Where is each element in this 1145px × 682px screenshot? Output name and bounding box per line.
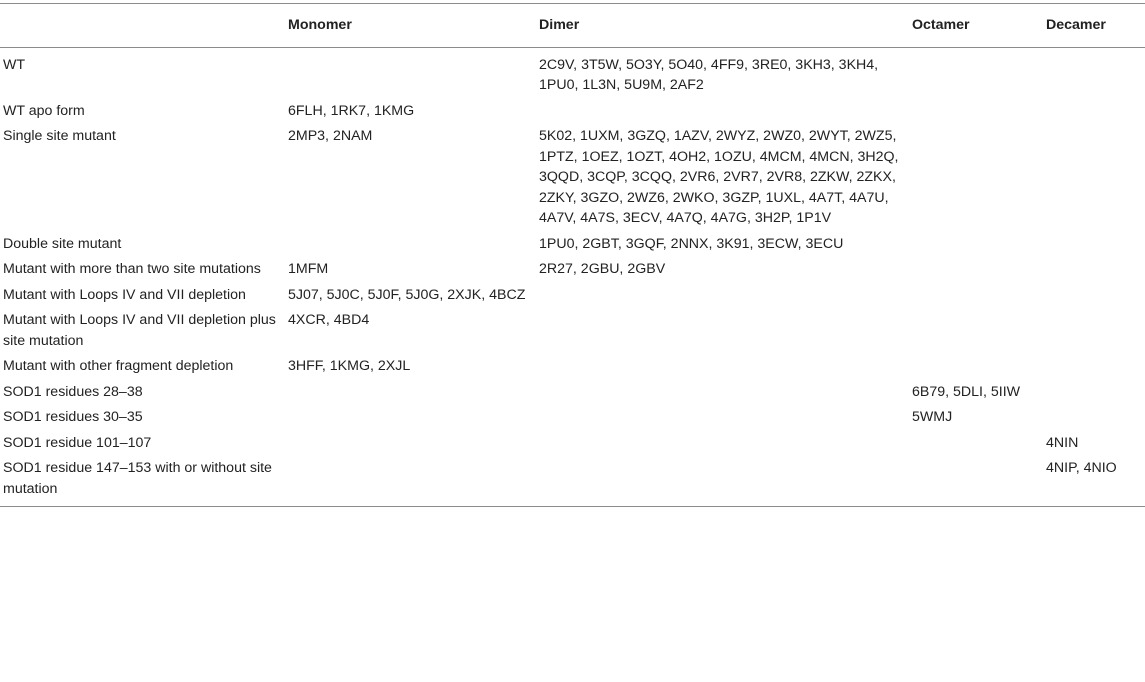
decamer-cell [1043, 283, 1145, 309]
row-label: Single site mutant [3, 128, 116, 144]
table-row [0, 431, 1145, 457]
monomer-cell [285, 380, 536, 406]
header-monomer: Monomer [288, 17, 352, 33]
dimer-cell [536, 308, 909, 354]
monomer-cell: 2MP3, 2NAM [288, 128, 373, 144]
octamer-cell [909, 232, 1043, 258]
header-category [0, 4, 285, 48]
row-label: Mutant with more than two site mutations [3, 261, 261, 277]
decamer-cell [1043, 47, 1145, 99]
monomer-cell [285, 431, 536, 457]
monomer-cell: 4XCR, 4BD4 [288, 312, 370, 328]
decamer-cell [1043, 405, 1145, 431]
dimer-cell [536, 405, 909, 431]
dimer-cell: 5K02, 1UXM, 3GZQ, 1AZV, 2WYZ, 2WZ0, 2WYT, 2WZ5, 1PTZ, 1OEZ, 1OZT, 4OH2, 1OZU, 4MCM, 4MCN, 3H2Q, 3QQD, 3CQP, 3CQQ, 2VR6, 2VR7, 2VR8, 2ZKW, 2ZKX, 2ZKY, 3GZO, 2WZ6, 2WKO, 3GZP, 1UXL, 4A7T, 4A7U, 4A7V, 4A7S, 3ECV, 4A7Q, 4A7G, 3H2P, 1P1V [539, 128, 899, 226]
decamer-cell: 4NIN [1046, 434, 1079, 451]
octamer-cell [909, 308, 1043, 354]
octamer-cell [909, 283, 1043, 309]
row-label: SOD1 residue 101–107 [3, 434, 152, 451]
octamer-cell: 6B79, 5DLI, 5IIW [912, 383, 1021, 400]
table-header [0, 4, 1145, 48]
header-octamer: Octamer [912, 17, 970, 33]
table-row [0, 456, 1145, 507]
decamer-cell: 4NIP, 4NIO [1046, 460, 1117, 476]
row-label: SOD1 residues 30–35 [3, 409, 143, 425]
dimer-cell [536, 431, 909, 457]
dimer-cell [536, 283, 909, 309]
table-row [0, 283, 1145, 309]
table-row [0, 354, 1145, 380]
row-label: SOD1 residues 28–38 [3, 383, 143, 400]
dimer-cell [536, 456, 909, 507]
dimer-cell [536, 380, 909, 406]
octamer-cell [909, 124, 1043, 232]
table-row [0, 380, 1145, 406]
monomer-cell: 3HFF, 1KMG, 2XJL [288, 358, 411, 374]
decamer-cell [1043, 308, 1145, 354]
decamer-cell [1043, 124, 1145, 232]
header-dimer: Dimer [539, 17, 580, 33]
monomer-cell [285, 232, 536, 258]
header-decamer: Decamer [1046, 17, 1106, 33]
monomer-cell [285, 456, 536, 507]
decamer-cell [1043, 257, 1145, 283]
octamer-cell [909, 431, 1043, 457]
row-label: SOD1 residue 147–153 with or without site mutation [3, 460, 272, 497]
table-row [0, 99, 1145, 125]
dimer-cell: 2C9V, 3T5W, 5O3Y, 5O40, 4FF9, 3RE0, 3KH3, 3KH4, 1PU0, 1L3N, 5U9M, 2AF2 [539, 56, 879, 93]
table-row [0, 47, 1145, 99]
row-label: Mutant with other fragment depletion [3, 358, 234, 374]
decamer-cell [1043, 99, 1145, 125]
table-row [0, 257, 1145, 283]
monomer-cell: 6FLH, 1RK7, 1KMG [288, 102, 415, 119]
sod1-structures-table [0, 3, 1145, 507]
dimer-cell [536, 99, 909, 125]
octamer-cell [909, 99, 1043, 125]
dimer-cell [536, 354, 909, 380]
octamer-cell [909, 257, 1043, 283]
octamer-cell: 5WMJ [912, 409, 953, 425]
table-row [0, 124, 1145, 232]
monomer-cell: 5J07, 5J0C, 5J0F, 5J0G, 2XJK, 4BCZ [288, 286, 526, 303]
monomer-cell: 1MFM [288, 261, 329, 277]
row-label: Double site mutant [3, 235, 122, 252]
table-body [0, 47, 1145, 507]
row-label: Mutant with Loops IV and VII depletion plus site mutation [3, 312, 276, 349]
decamer-cell [1043, 380, 1145, 406]
row-label: WT apo form [3, 102, 85, 119]
octamer-cell [909, 47, 1043, 99]
octamer-cell [909, 354, 1043, 380]
table-row [0, 308, 1145, 354]
octamer-cell [909, 456, 1043, 507]
decamer-cell [1043, 354, 1145, 380]
monomer-cell [285, 405, 536, 431]
dimer-cell: 1PU0, 2GBT, 3GQF, 2NNX, 3K91, 3ECW, 3ECU [539, 235, 844, 252]
row-label: Mutant with Loops IV and VII depletion [3, 286, 246, 303]
table-row [0, 232, 1145, 258]
monomer-cell [285, 47, 536, 99]
dimer-cell: 2R27, 2GBU, 2GBV [539, 261, 666, 277]
header-row [0, 4, 1145, 48]
table-row [0, 405, 1145, 431]
row-label: WT [3, 56, 26, 73]
decamer-cell [1043, 232, 1145, 258]
